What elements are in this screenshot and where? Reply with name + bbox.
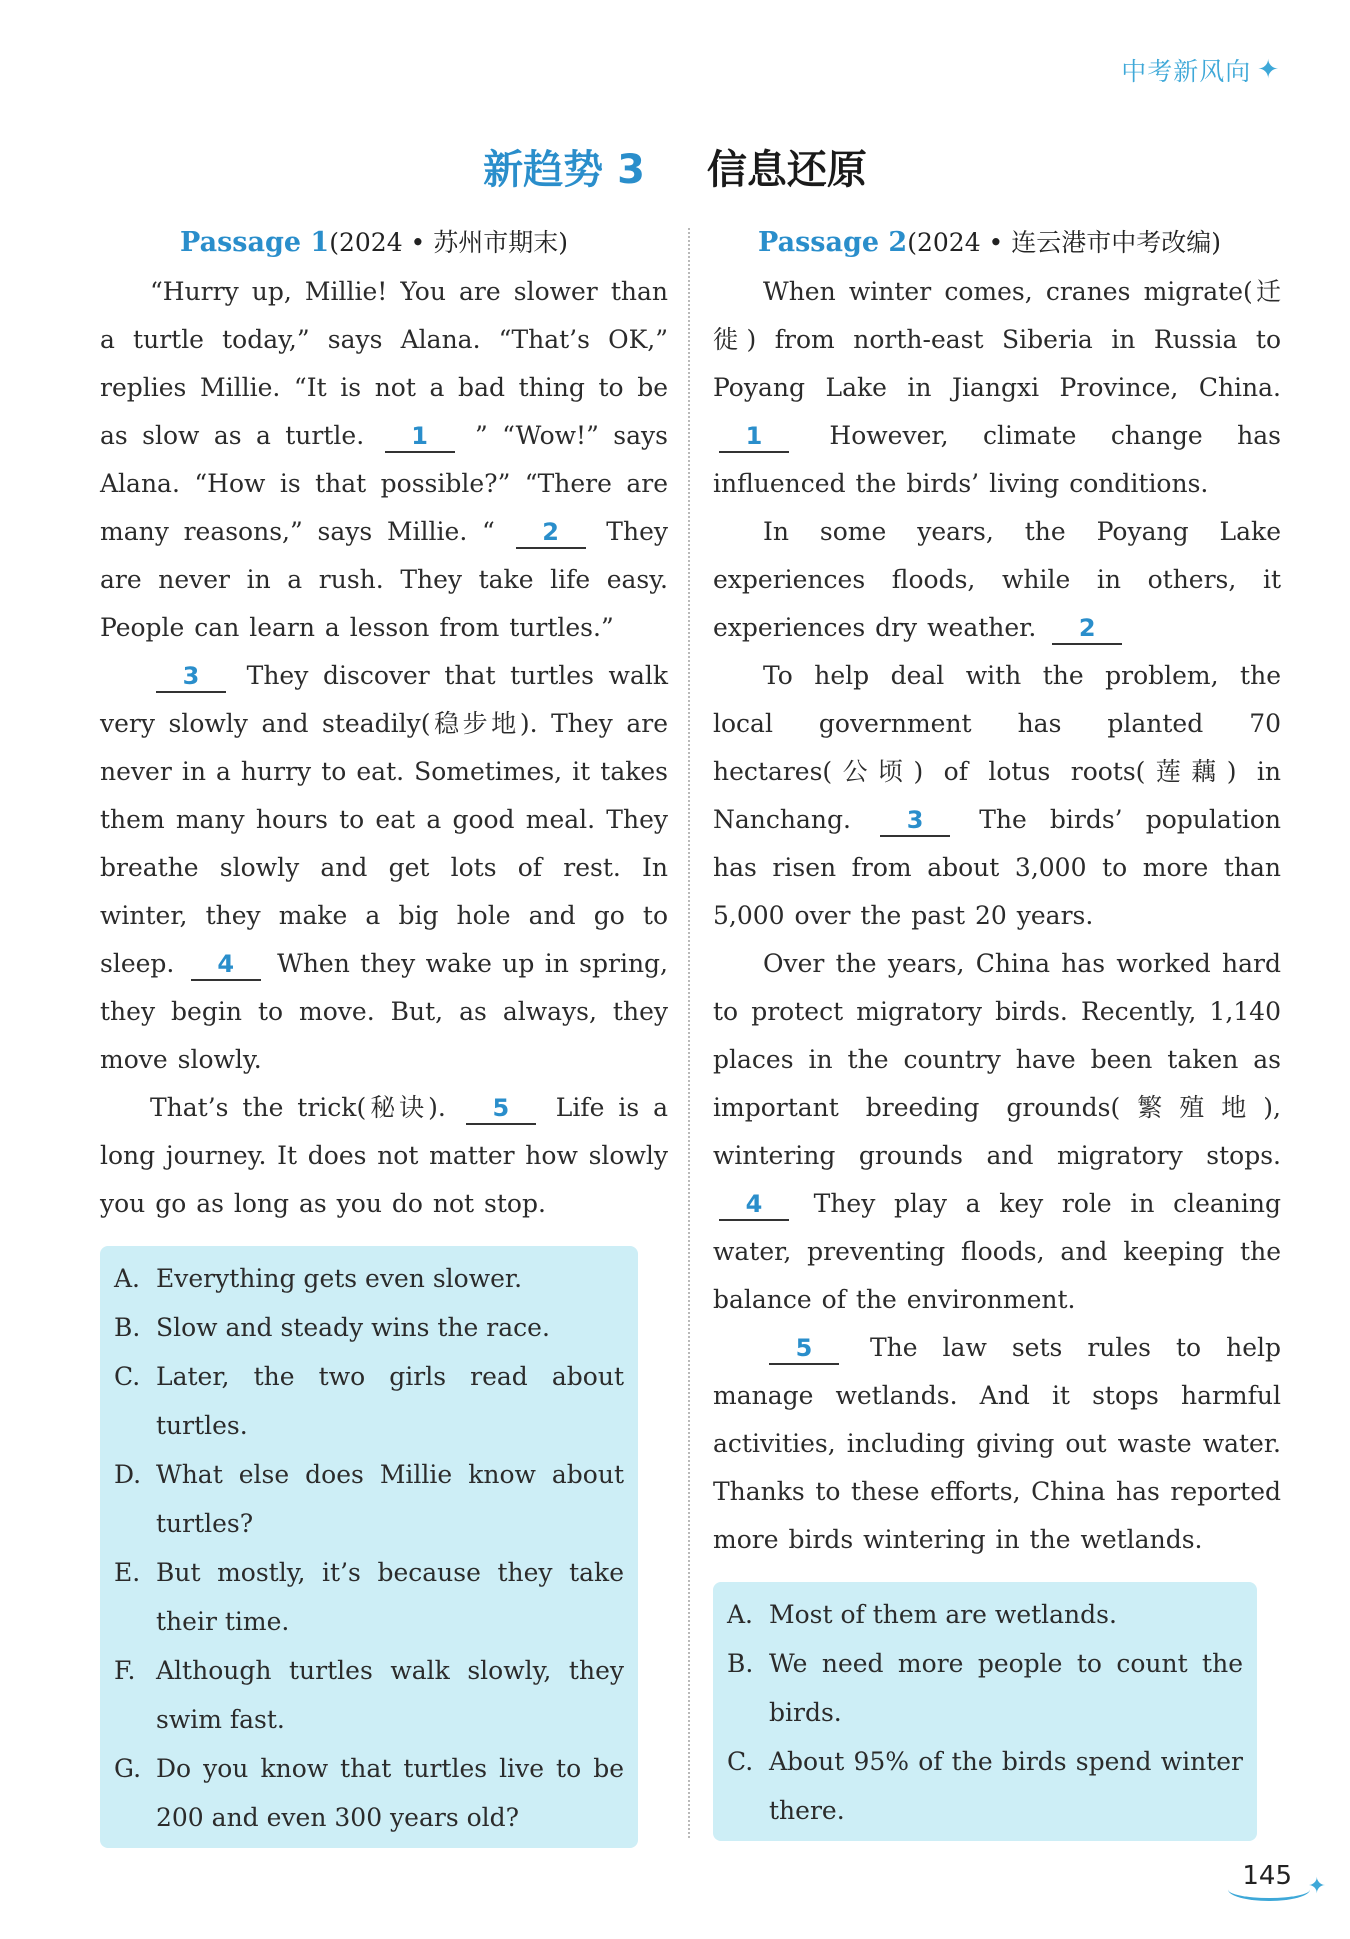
option-c[interactable] [727, 1737, 1243, 1835]
section-name: 信息还原 [706, 147, 867, 193]
option-text: Everything gets even slower. [156, 1264, 523, 1293]
option-letter: B. [727, 1649, 754, 1678]
option-a[interactable] [114, 1254, 624, 1303]
blank-2[interactable]: 2 [516, 517, 586, 549]
option-letter: F. [114, 1656, 136, 1685]
text-run: When winter comes, cranes migrate(迁徙) from north-east Siberia in Russia to Poyang Lake in Jiangxi Province, China. [713, 277, 1281, 402]
passage-1-paragraph-3 [100, 1084, 668, 1228]
text-run: However, climate change has influenced the birds’ living conditions. [713, 421, 1281, 498]
option-f[interactable] [114, 1646, 624, 1744]
text-run: Life is a long journey. It does not matter how slowly you go as long as you do not stop. [100, 1093, 668, 1218]
option-letter: A. [114, 1264, 141, 1293]
option-d[interactable] [114, 1450, 624, 1548]
option-text: Do you know that turtles live to be 200 and even 300 years old? [156, 1754, 624, 1832]
blank-3[interactable]: 3 [156, 661, 226, 693]
passage-2-heading [713, 222, 1281, 264]
text-run: The birds’ population has risen from about 3,000 to more than 5,000 over the past 20 years. [713, 805, 1281, 930]
passage-1-paragraph-2 [100, 652, 668, 1084]
passage-2-options [713, 1582, 1257, 1841]
blank-1[interactable]: 1 [719, 421, 789, 453]
sparkle-icon: ✦ [1307, 1874, 1326, 1899]
option-letter: G. [114, 1754, 142, 1783]
option-text: Slow and steady wins the race. [156, 1313, 550, 1342]
text-run: In some years, the Poyang Lake experiences floods, while in others, it experiences dry weather. [713, 517, 1281, 642]
option-b[interactable] [727, 1639, 1243, 1737]
passage-1-heading [100, 222, 668, 264]
passage-2-paragraph-2 [713, 508, 1281, 652]
sparkle-icon: ✦ [1257, 55, 1280, 85]
passage-2-paragraph-4 [713, 940, 1281, 1324]
blank-5[interactable]: 5 [769, 1333, 839, 1365]
blank-3[interactable]: 3 [880, 805, 950, 837]
blank-1[interactable]: 1 [385, 421, 455, 453]
text-run: “Hurry up, Millie! You are slower than a turtle today,” says Alana. “That’s OK,” replies Millie. “It is not a bad thing to be as slow as a turtle. [100, 277, 668, 450]
option-e[interactable] [114, 1548, 624, 1646]
option-letter: C. [114, 1362, 141, 1391]
swoosh-decoration [1228, 1878, 1310, 1901]
passage-2-paragraph-3 [713, 652, 1281, 940]
text-run: They are never in a rush. They take life easy. People can learn a lesson from turtles.” [100, 517, 668, 642]
option-b[interactable] [114, 1303, 624, 1352]
text-run: Over the years, China has worked hard to protect migratory birds. Recently, 1,140 places in the country have been taken as important breeding grounds(繁殖地), wintering grounds and migratory stops. [713, 949, 1281, 1170]
page-number-value: 145 [1242, 1861, 1292, 1891]
text-run: To help deal with the problem, the local government has planted 70 hectares(公顷) of lotus roots(莲藕) in Nanchang. [713, 661, 1281, 834]
option-a[interactable] [727, 1590, 1243, 1639]
column-divider [688, 228, 690, 1838]
option-letter: E. [114, 1558, 141, 1587]
option-text: Although turtles walk slowly, they swim fast. [156, 1656, 624, 1734]
passage-1-source: (2024 • 苏州市期末) [329, 228, 568, 257]
passage-2-source: (2024 • 连云港市中考改编) [907, 228, 1221, 257]
option-text: About 95% of the birds spend winter there. [769, 1747, 1243, 1825]
text-run: ” “Wow!” says Alana. “How is that possible?” “There are many reasons,” says Millie. “ [100, 421, 668, 546]
option-text: Most of them are wetlands. [769, 1600, 1117, 1629]
blank-5[interactable]: 5 [466, 1093, 536, 1125]
text-run: That’s the trick(秘诀). [150, 1093, 446, 1122]
page-number [1242, 1861, 1326, 1899]
option-letter: B. [114, 1313, 141, 1342]
passage-2-paragraph-5 [713, 1324, 1281, 1564]
passage-1-options [100, 1246, 638, 1848]
option-text: We need more people to count the birds. [769, 1649, 1243, 1727]
option-text: But mostly, it’s because they take their time. [156, 1558, 624, 1636]
option-letter: A. [727, 1600, 754, 1629]
passage-1-paragraph-1 [100, 268, 668, 652]
passage-2-paragraph-1 [713, 268, 1281, 508]
option-text: What else does Millie know about turtles? [156, 1460, 624, 1538]
option-c[interactable] [114, 1352, 624, 1450]
passage-2 [713, 222, 1281, 1841]
text-run: When they wake up in spring, they begin to move. But, as always, they move slowly. [100, 949, 668, 1074]
option-letter: C. [727, 1747, 754, 1776]
option-g[interactable] [114, 1744, 624, 1842]
option-letter: D. [114, 1460, 142, 1489]
text-run: The law sets rules to help manage wetlands. And it stops harmful activities, including giving out waste water. Thanks to these efforts, China has reported more birds wintering in the wetlands. [713, 1333, 1281, 1554]
blank-4[interactable]: 4 [191, 949, 261, 981]
passage-2-name: Passage 2 [758, 227, 908, 258]
blank-4[interactable]: 4 [719, 1189, 789, 1221]
passage-1 [100, 222, 668, 1848]
text-run: They discover that turtles walk very slowly and steadily(稳步地). They are never in a hurry to eat. Sometimes, it takes them many hours to eat a good meal. They breathe slowly and get lots of rest. In winter, they make a big hole and go to sleep. [100, 661, 668, 978]
option-text: Later, the two girls read about turtles. [156, 1362, 624, 1440]
header-tag [1121, 52, 1280, 88]
section-title [0, 138, 1350, 195]
blank-2[interactable]: 2 [1052, 613, 1122, 645]
text-run: They play a key role in cleaning water, preventing floods, and keeping the balance of the environment. [713, 1189, 1281, 1314]
section-lead: 新趋势 3 [483, 147, 645, 193]
passage-1-name: Passage 1 [180, 227, 330, 258]
header-tag-label: 中考新风向 [1121, 57, 1252, 86]
